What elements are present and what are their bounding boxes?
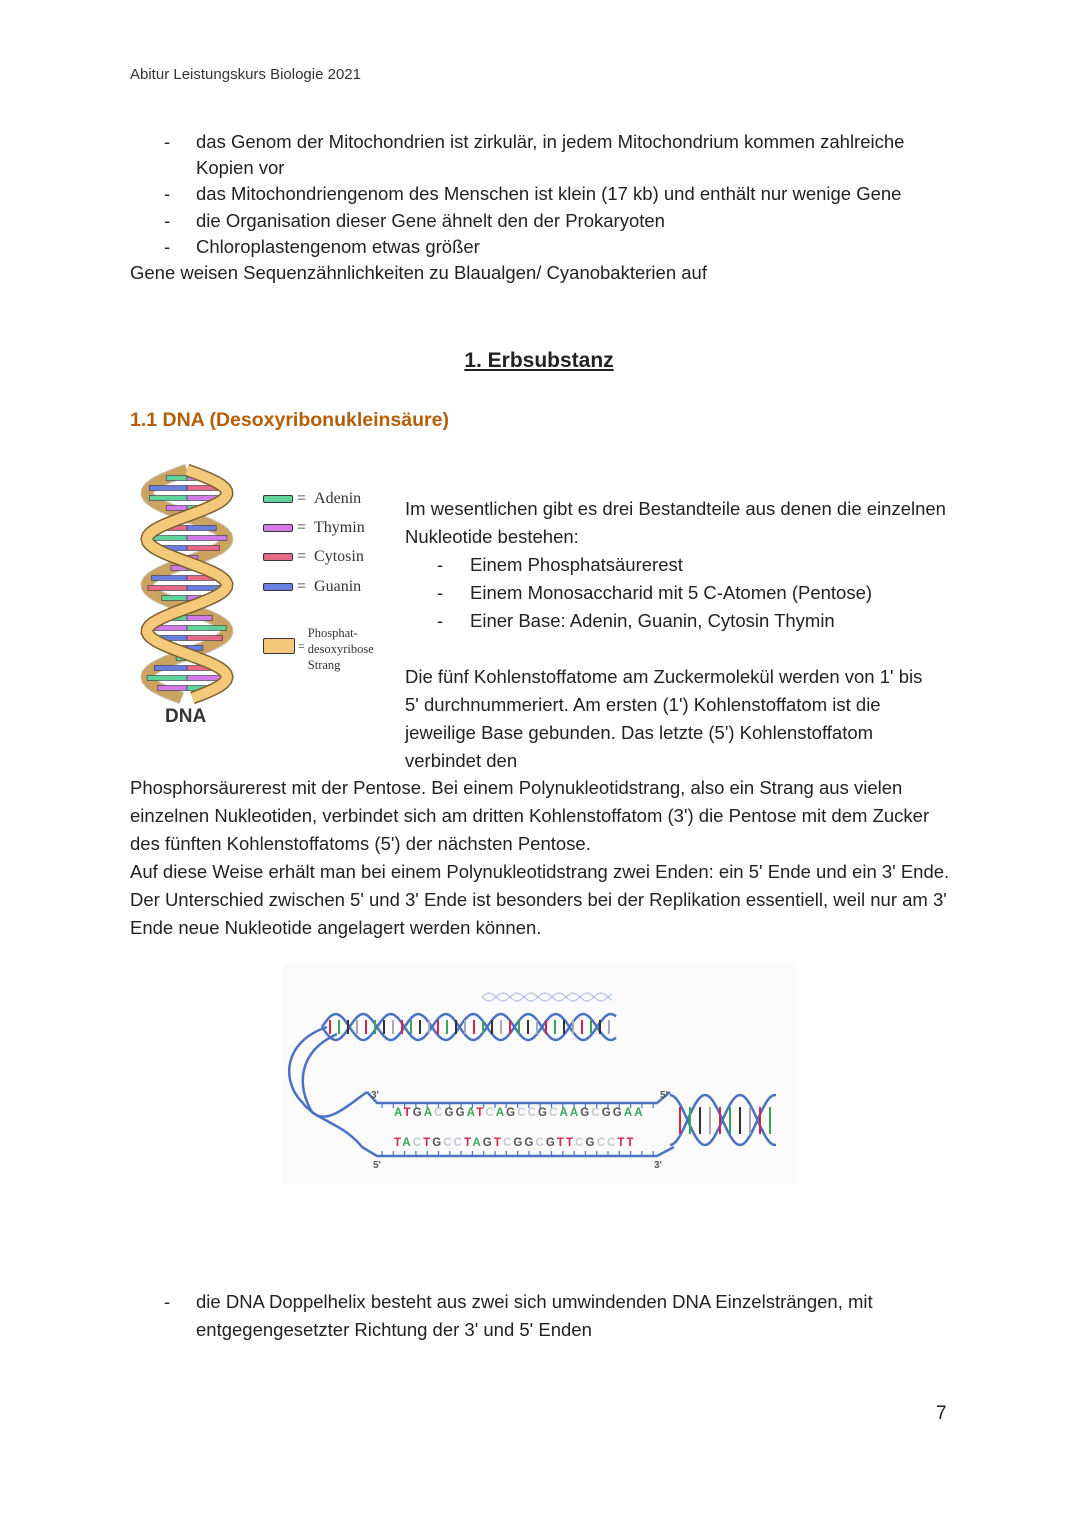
base-letter: C <box>443 1137 454 1149</box>
base-letter: T <box>566 1137 576 1149</box>
base-letter: T <box>493 1137 503 1149</box>
list-item-text: Einem Phosphatsäurerest <box>470 554 683 575</box>
paragraph: Im wesentlichen gibt es drei Bestandteile aus denen die einzelnen Nukleotide bestehen: <box>405 498 946 547</box>
base-pair <box>166 476 187 481</box>
base-pair <box>162 596 187 601</box>
helix-strand <box>482 993 612 1001</box>
base-letter: G <box>455 1107 467 1119</box>
base-letter: G <box>524 1137 536 1149</box>
list-item: - Chloroplastengenom etwas größer <box>164 235 480 257</box>
base-letter: G <box>612 1107 624 1119</box>
base-pair <box>147 676 187 681</box>
list-item-text: die Organisation dieser Gene ähnelt den der Prokaryoten <box>196 209 665 231</box>
base-letter: G <box>538 1107 550 1119</box>
dna-strand-graphic <box>282 962 797 1184</box>
base-letter: G <box>444 1107 456 1119</box>
backbone-swatch <box>263 638 295 654</box>
page-number: 7 <box>936 1403 947 1424</box>
list-item-text: das Genom der Mitochondrien ist zirkulär, in jedem Mitochondrium kommen zahlreiche Kopien vor <box>196 131 905 179</box>
base-letter: G <box>506 1107 518 1119</box>
intro-line: Gene weisen Sequenzähnlichkeiten zu Blaualgen/ Cyanobakterien auf <box>130 262 707 284</box>
base-pair <box>166 506 187 511</box>
paragraph: Auf diese Weise erhält man bei einem Polynukleotidstrang zwei Enden: ein 5' Ende und ein 3' Ende. Der Unterschied zwischen 5' und 3' Ende ist besonders bei der Replikation essentiell, weil nur am 3' Ende neue Nukleotide angelagert werden können. <box>130 861 950 938</box>
legend-cytosin: = Cytosin <box>263 548 364 566</box>
base-letter: T <box>403 1107 413 1119</box>
list-item-text: die DNA Doppelhelix besteht aus zwei sich umwindenden DNA Einzelsträngen, mit entgegengesetzter Richtung der 3' und 5' Enden <box>196 1291 873 1340</box>
label-5prime: 5' <box>373 1160 381 1171</box>
legend-label: Thymin <box>314 519 365 536</box>
dna-helix-illustration <box>135 462 245 707</box>
intro-block <box>130 129 950 286</box>
base-letter: T <box>464 1137 473 1149</box>
guanin-swatch <box>263 583 293 591</box>
backbone-label: desoxyribose <box>307 642 374 656</box>
base-pair <box>187 546 220 551</box>
helix-strand <box>303 1034 367 1117</box>
legend-label: Guanin <box>314 578 362 595</box>
base-letter: C <box>596 1137 607 1149</box>
base-letter: A <box>466 1107 477 1119</box>
backbone-label: Strang <box>307 658 341 672</box>
base-letter: C <box>434 1107 445 1119</box>
label-5prime: 5' <box>660 1090 668 1101</box>
base-letter: A <box>402 1137 413 1149</box>
base-letter: G <box>585 1137 597 1149</box>
base-letter: C <box>575 1137 586 1149</box>
base-pair <box>187 636 223 641</box>
bottom-strand-sequence <box>394 1137 636 1149</box>
body-text <box>130 774 960 942</box>
helix-strand <box>482 993 612 1001</box>
legend-label: Cytosin <box>314 548 364 565</box>
base-letter: C <box>412 1137 424 1149</box>
base-letter: G <box>412 1107 424 1119</box>
base-letter: G <box>580 1107 592 1119</box>
base-pair <box>149 486 187 491</box>
legend-label: Adenin <box>314 490 362 507</box>
base-pair <box>148 586 187 591</box>
subsection-title: 1.1 DNA (Desoxyribonukleinsäure) <box>130 409 449 431</box>
page-header: Abitur Leistungskurs Biologie 2021 <box>130 66 361 83</box>
helix-strand <box>289 1027 362 1147</box>
list-item: - die DNA Doppelhelix besteht aus zwei sich umwindenden DNA Einzelsträngen, mit entgegengesetzter Richtung der 3' und 5' Enden <box>164 1291 873 1340</box>
dna-strand-illustration <box>282 962 797 1184</box>
backbone-label: Phosphat- <box>307 626 358 640</box>
list-item: - Einer Base: Adenin, Guanin, Cytosin Thymin <box>437 610 835 631</box>
base-pair <box>187 526 216 531</box>
base-pair <box>187 626 226 631</box>
list-item-text: das Mitochondriengenom des Menschen ist klein (17 kb) und enthält nur wenige Gene <box>196 183 902 205</box>
list-item-text: Chloroplastengenom etwas größer <box>196 235 480 257</box>
base-letter: T <box>617 1137 627 1149</box>
base-letter: C <box>535 1137 546 1149</box>
base-letter: G <box>601 1107 613 1119</box>
base-letter: C <box>607 1137 618 1149</box>
base-pair <box>187 536 227 541</box>
bottom-list <box>130 1288 960 1344</box>
base-letter: G <box>482 1137 494 1149</box>
base-letter: C <box>453 1137 465 1149</box>
list-item: - das Mitochondriengenom des Menschen ist klein (17 kb) und enthält nur wenige Gene <box>164 183 902 205</box>
adenin-swatch <box>263 495 293 503</box>
list-item: - Einem Monosaccharid mit 5 C-Atomen (Pentose) <box>437 582 873 603</box>
label-3prime: 3' <box>654 1160 662 1171</box>
base-letter: T <box>476 1107 486 1119</box>
base-pair <box>158 686 187 691</box>
section-title: 1. Erbsubstanz <box>464 349 614 372</box>
base-letter: A <box>423 1107 435 1119</box>
legend-guanin: = Guanin <box>263 578 361 596</box>
legend-adenin: = Adenin <box>263 490 361 508</box>
legend-backbone: = Phosphat- desoxyribose Strang <box>263 625 374 673</box>
base-letter: C <box>502 1137 514 1149</box>
base-letter: A <box>623 1107 635 1119</box>
thymin-swatch <box>263 524 293 532</box>
legend-thymin: = Thymin <box>263 519 365 537</box>
list-item: - das Genom der Mitochondrien ist zirkulär, in jedem Mitochondrium kommen zahlreiche Kopien vor <box>164 131 905 179</box>
list-item-text: Einem Monosaccharid mit 5 C-Atomen (Pentose) <box>470 582 873 603</box>
paragraph: Die fünf Kohlenstoffatome am Zuckermolekül werden von 1' bis 5' durchnummeriert. Am ersten (1') Kohlenstoffatom ist die jeweilige Base gebunden. Das letzte (5') Kohlenstoffatom verbindet den <box>405 666 923 771</box>
base-letter: A <box>394 1107 404 1119</box>
base-pair <box>149 496 187 501</box>
base-letter: A <box>559 1107 570 1119</box>
base-letter: A <box>569 1107 581 1119</box>
list-item-text: Einer Base: Adenin, Guanin, Cytosin Thymin <box>470 610 835 631</box>
top-strand-sequence <box>394 1107 645 1119</box>
base-letter: C <box>591 1107 602 1119</box>
base-letter: G <box>432 1137 444 1149</box>
paragraph: Phosphorsäurerest mit der Pentose. Bei einem Polynukleotidstrang, also ein Strang aus vielen einzelnen Nukleotiden, verbindet sich am dritten Kohlenstoffatom (3') die Pentose mit dem Zucker des fünften Kohlenstoffatoms (5') der nächsten Pentose. <box>130 777 930 854</box>
base-pair <box>151 576 187 581</box>
base-pair <box>187 616 212 621</box>
base-letter: C <box>485 1107 496 1119</box>
list-item: - Einem Phosphatsäurerest <box>437 554 683 575</box>
top-strand-backbone <box>367 1092 670 1103</box>
base-letter: T <box>626 1137 636 1149</box>
base-letter: C <box>549 1107 560 1119</box>
nucleotide-description <box>405 495 965 775</box>
base-letter: C <box>527 1107 538 1119</box>
base-letter: A <box>472 1137 483 1149</box>
base-letter: A <box>634 1107 645 1119</box>
base-letter: T <box>423 1137 433 1149</box>
base-letter: G <box>545 1137 557 1149</box>
base-letter: A <box>495 1107 507 1119</box>
list-item: - die Organisation dieser Gene ähnelt den der Prokaryoten <box>164 209 665 231</box>
base-letter: T <box>394 1137 403 1149</box>
base-letter: G <box>513 1137 525 1149</box>
base-letter: T <box>556 1137 567 1149</box>
base-pair <box>154 666 187 671</box>
dna-caption: DNA <box>165 706 207 727</box>
label-3prime: 3' <box>371 1090 379 1101</box>
base-letter: C <box>517 1107 528 1119</box>
cytosin-swatch <box>263 553 293 561</box>
